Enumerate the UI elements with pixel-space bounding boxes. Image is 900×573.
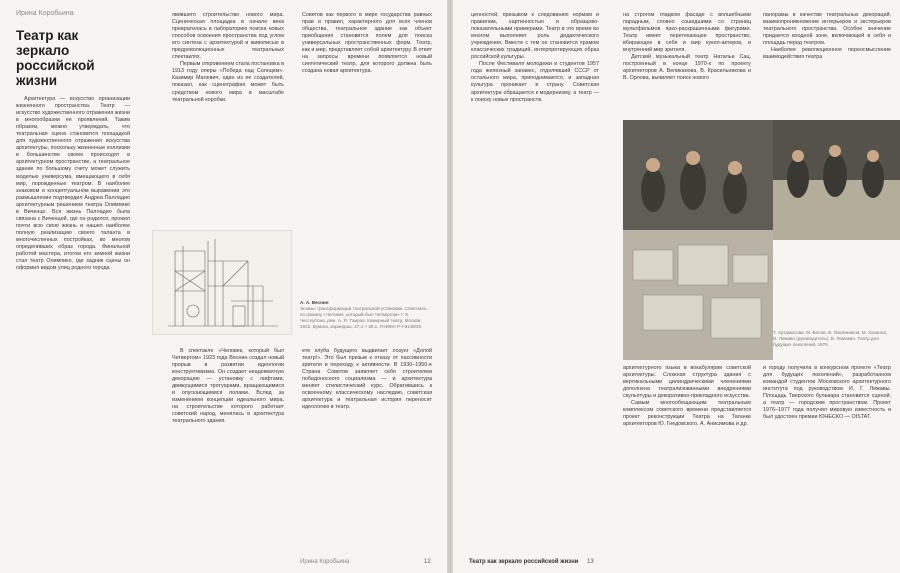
paragraph: Архитектура — искусство организации жизненного пространства. Театр — искусство художественного отражения жизни в многообразии ее проявлений. Таким образом, можно утверждать, что театральная сцена становится площадкой для художественного отражения искусства архитектуры, поскольку жизненные коллизии в большинстве своем происходят в архитектурном пространстве, а театральное здание по большому счету может служить моделью универсума, вмещающего в себя мир, порожденные театром. В наиболее знаковом и концептуальном выражении это размышление подтвердил Андреа Палладио архитектурным решением театра Олимпико в Виченце. Вся жизнь Палладио была связана с Виченцей, где он родился, прожил почти всю свою жизнь и нашел наиболее полную реализацию своего таланта в многочисленных постройках, во многом определивших образ города. Финальной работой мастера, итогом его земной жизни стал театр Олимпико, где задник сцены он оформил видом улиц родного города. xyxy=(16,96,130,272)
caption-author: А. А. Веснин xyxy=(300,300,329,305)
model-photo-drawing xyxy=(623,120,773,360)
team-photo-drawing xyxy=(773,120,900,240)
paragraph: на строгом гладком фасаде с волшебными парадным, словно сошедшими со страниц мультфильмов ярко-раскрашенными фигурами. Театр имеет перетекающее пространство, вбирающее в себя и мир кукол-актеров, и внутренний мир зрителя. xyxy=(623,12,751,54)
right-column-2-lower xyxy=(623,365,751,555)
footer-author: Ирина Коробьина xyxy=(300,559,350,565)
right-column-1 xyxy=(471,12,599,552)
paragraph: архитектурного языка в вокабулярии советской архитектуры. Сложная структура здания с вертикальными цилиндрическими членениями дополнена театрализованными внедрениями скульптуры и декоративно-прикладного искусства. xyxy=(623,365,751,400)
right-column-3-lower xyxy=(763,365,891,555)
paragraph: панорамы в качестве театральных декораций, взаимопроникновение интерьеров и экстерьеров театрального пространства. Особое значение придается входной зоне, включающей в себя и площадь перед театром. xyxy=(763,12,891,47)
team-photo xyxy=(773,120,900,240)
paragraph: В спектакле «Человек, который был Четвергом» 1923 года Веснин создал новый прорыв в развитии идеологии конструктивизма. Он создает неадекватную декорацию — установку с лифтами, движущимися тротуарами, вращающимися и опускающимися полами. Вслед за изменением концепции идеального мира, на строительстве которого работает советский народ, менялась и архитектура театрального здания. xyxy=(172,348,284,425)
paragraph: ценностей, призывом к следованию нормам и правилам, картинностью и образцово-показательными примерами. Театр в это время во многом выполняет роль дидактического учреждения. Вместе с тем он становится храмом классических традиций, интерпретирующих образ российской культуры. xyxy=(471,12,599,61)
article-title: Театр как зеркало российской жизни xyxy=(16,28,95,89)
photo-caption: Т. Артамасова, М. Белов, В. Овсянников, М. Хазанов, И. Лежава (руководитель), В. Ломакин. Театр для будущих поколений, 1976 xyxy=(773,330,888,347)
paragraph: явившего строительство нового мира. Сценическая площадка в начале века превратилась в лабораторию поиска новых способов освоения пространства под углом его синтеза с архитектурой и живописью в предреволюционных театральных спектаклях. xyxy=(172,12,284,61)
paragraph: Самым многообещающим театральным комплексом советского времени представляется проект реконструкции Театра на Таганке архитекторов Ю. Гнедовского, А. Анисимова и др. xyxy=(623,400,751,428)
page-number: 12 xyxy=(424,559,431,565)
paragraph: Советов как первого в мире государства равных прав и правил, характерного для всех членов общества, театральное здание как объект приобщения становится полем для поиска универсальных пространственных форм. Театр, как и мир, представляет собой архитектуру. В ответ на запросы времени появляется новый синтетический театр, для которого должна быть создана новая архитектура. xyxy=(302,12,432,75)
right-page xyxy=(453,0,900,573)
left-column-3 xyxy=(302,12,432,267)
paragraph: После Фестиваля молодежи и студентов 1957 года железный занавес, отделявший СССР от остального мира, приподнимается, и западная культура проникает в страну. Советская архитектура обращается к модернизму, а театр — к поиску новых пространств. xyxy=(471,61,599,103)
running-header-author: Ирина Коробьина xyxy=(16,10,74,17)
right-column-3 xyxy=(763,12,891,112)
left-page xyxy=(0,0,447,573)
vesnin-sketch-illustration xyxy=(152,230,292,335)
paragraph: Первым откровением стала постановка в 1913 году оперы «Победа над Солнцем». Казимир Малевич, один из ее создателей, показал, как сценография может быть средством нового мира в масштабе театральной коробки. xyxy=(172,61,284,103)
architecture-model-photo xyxy=(623,120,773,360)
caption-text: Эскизы трансформации театральной установки. Спектакль по роману «Человек, который был Четвергом» Г. К. Честертона, реж. А. Я. Таиров. Камерный театр, Москва, 1922. Бумага, карандаш. 27,4 × 39,1. ГНИМА Р-I-9148/25 xyxy=(300,306,427,329)
left-column-2 xyxy=(172,12,284,225)
paragraph: и городу получила в конкурсном проекте «Театр для будущих поколений», разработанном командой студентов Московского архитектурного института под руководством И. Г. Лежавы. Площадь Тверского бульвара становится сценой, а театр — городским пространством. Проект 1976–1977 года получил мировую известность и был удостоен премии ЮНЕСКО — OISTAT. xyxy=(763,365,891,421)
left-column-1 xyxy=(16,96,130,558)
page-number: 13 xyxy=(587,559,594,565)
paragraph: ете клуба будущего выдвигает лозунг «Долой театр!». Это был призыв к отказу от пассивности зрителя и переходу к активности. В 1930–1950-е Страна Советов заявляет себя строителем победоносного социализма — и архитектура меняет стилистический курс. Обратившись к освоенному классическому наследию, советская архитектура и театральная история переносят идеологию в театр. xyxy=(302,348,432,411)
paragraph: Детский музыкальный театр Натальи Сац, построенный в конце 1970-х по проекту архитекторов А. Великанова, В. Красильникова и В. Орлова, выявляет поиск нового xyxy=(623,54,751,82)
illustration-caption xyxy=(300,300,430,330)
sketch-drawing xyxy=(153,231,293,336)
left-column-3-lower xyxy=(302,348,432,558)
footer-title: Театр как зеркало российской жизни xyxy=(469,559,579,565)
left-column-2-lower xyxy=(172,348,284,558)
paragraph: Наиболее революционное переосмысление взаимодействия театра xyxy=(763,47,891,61)
